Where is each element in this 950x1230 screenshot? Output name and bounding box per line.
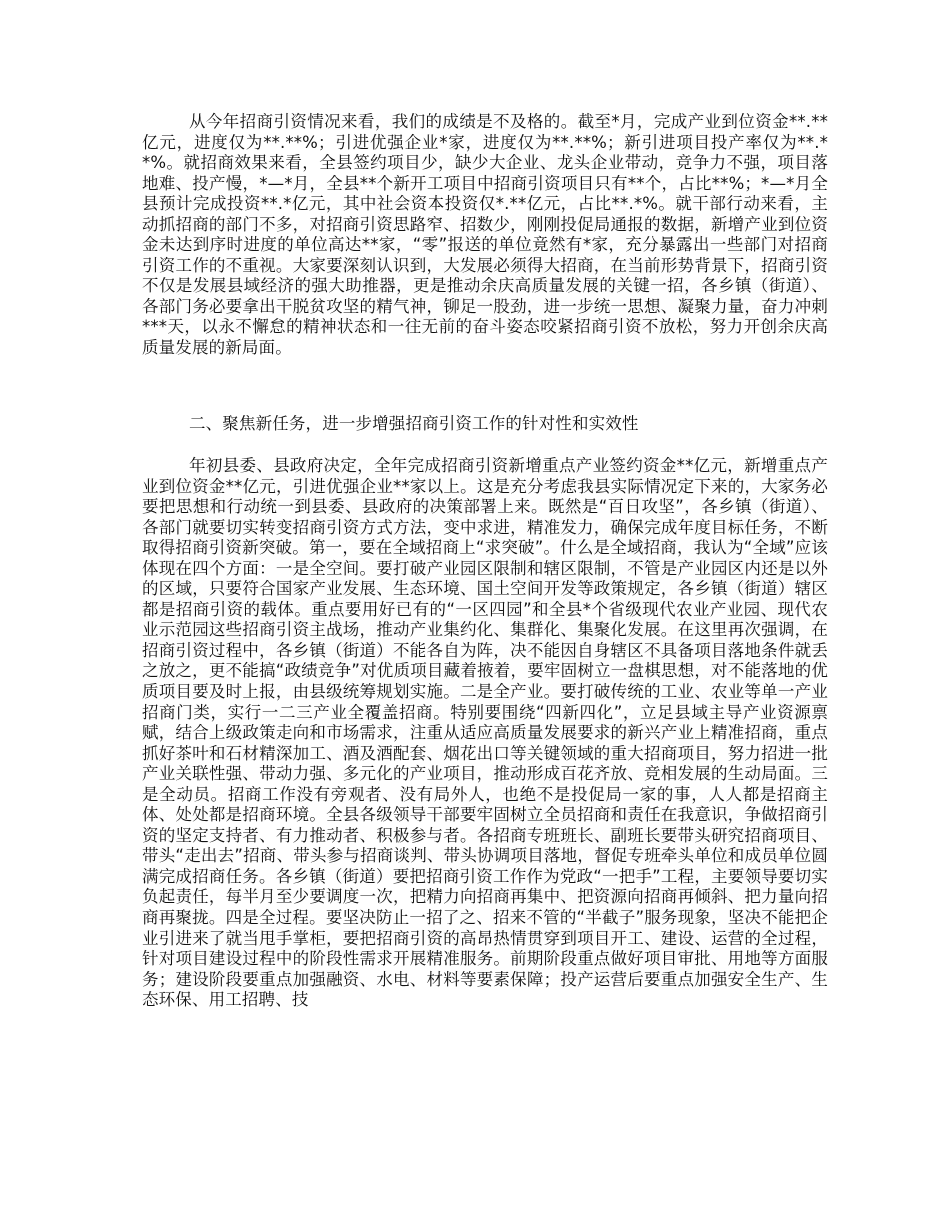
paragraph-new-tasks: 年初县委、县政府决定，全年完成招商引资新增重点产业签约资金**亿元，新增重点产业到位资金**亿元，引进优强企业**家以上。这是充分考虑我县实际情况定下来的，大家务必要把思想和行动统一到县委、县政府的决策部署上来。既然是“百日攻坚”，各乡镇（街道）、各部门就要切实转变招商引资方式方法，变中求进，精准发力，确保完成年度目标任务，不断取得招商引资新突破。第一，要在全域招商上“求突破”。什么是全域招商，我认为“全域”应该体现在四个方面：一是全空间。要打破产业园区限制和辖区限制，不管是产业园区内还是以外的区域，只要符合国家产业发展、生态环境、国土空间开发等政策规定，各乡镇（街道）辖区都是招商引资的载体。重点要用好已有的“一区四园”和全县*个省级现代农业产业园、现代农业示范园这些招商引资主战场，推动产业集约化、集群化、集聚化发展。在这里再次强调，在招商引资过程中，各乡镇（街道）不能各自为阵，决不能因自身辖区不具备项目落地条件就丢之放之，更不能搞“政绩竞争”对优质项目藏着掖着，要牢固树立一盘棋思想，对不能落地的优质项目要及时上报，由县级统筹规划实施。二是全产业。要打破传统的工业、农业等单一产业招商门类，实行一二三产业全覆盖招商。特别要围绕“四新四化”，立足县域主导产业资源禀赋，结合上级政策走向和市场需求，注重从适应高质量发展要求的新兴产业上精准招商，重点抓好茶叶和石材精深加工、酒及酒配套、烟花出口等关键领域的重大招商项目，努力招进一批产业关联性强、带动力强、多元化的产业项目，推动形成百花齐放、竞相发展的生动局面。三是全动员。招商工作没有旁观者、没有局外人，也绝不是投促局一家的事，人人都是招商主体、处处都是招商环境。全县各级领导干部要牢固树立全员招商和责任在我意识，争做招商引资的坚定支持者、有力推动者、积极参与者。各招商专班班长、副班长要带头研究招商项目、带头“走出去”招商、带头参与招商谈判、带头协调项目落地，督促专班牵头单位和成员单位圆满完成招商任务。各乡镇（街道）要把招商引资工作作为党政“一把手”工程，主要领导要切实负起责任，每半月至少要调度一次，把精力向招商再集中、把资源向招商再倾斜、把力量向招商再聚拢。四是全过程。要坚决防止一招了之、招来不管的“半截子”服务现象，坚决不能把企业引进来了就当甩手掌柜，要把招商引资的高昂热情贯穿到项目开工、建设、运营的全过程，针对项目建设过程中的阶段性需求开展精准服务。前期阶段重点做好项目审批、用地等方面服务；建设阶段要重点加强融资、水电、材料等要素保障；投产运营后要重点加强安全生产、生态环保、用工招聘、技 xyxy=(142,456,828,1010)
paragraph-investment-status: 从今年招商引资情况来看，我们的成绩是不及格的。截至*月，完成产业到位资金**.**亿元，进度仅为**.**%；引进优强企业*家，进度仅为**.**%；新引进项目投产率仅为**.**%。就招商效果来看，全县签约项目少，缺少大企业、龙头企业带动，竞争力不强，项目落地难、投产慢，*—*月，全县**个新开工项目中招商引资项目只有**个，占比**%；*—*月全县预计完成投资**.*亿元，其中社会资本投资仅*.**亿元，占比**.*%。就干部行动来看，主动抓招商的部门不多，对招商引资思路窄、招数少，刚刚投促局通报的数据，新增产业到位资金未达到序时进度的单位高达**家，“零”报送的单位竟然有*家，充分暴露出一些部门对招商引资工作的不重视。大家要深刻认识到，大发展必须得大招商，在当前形势背景下，招商引资不仅是发展县域经济的强大助推器，更是推动余庆高质量发展的关键一招，各乡镇（街道）、各部门务必要拿出干脱贫攻坚的精气神，铆足一股劲，进一步统一思想、凝聚力量，奋力冲刺***天，以永不懈怠的精神状态和一往无前的奋斗姿态咬紧招商引资不放松，努力开创余庆高质量发展的新局面。 xyxy=(142,112,828,358)
section-heading-2: 二、聚焦新任务，进一步增强招商引资工作的针对性和实效性 xyxy=(189,414,639,433)
